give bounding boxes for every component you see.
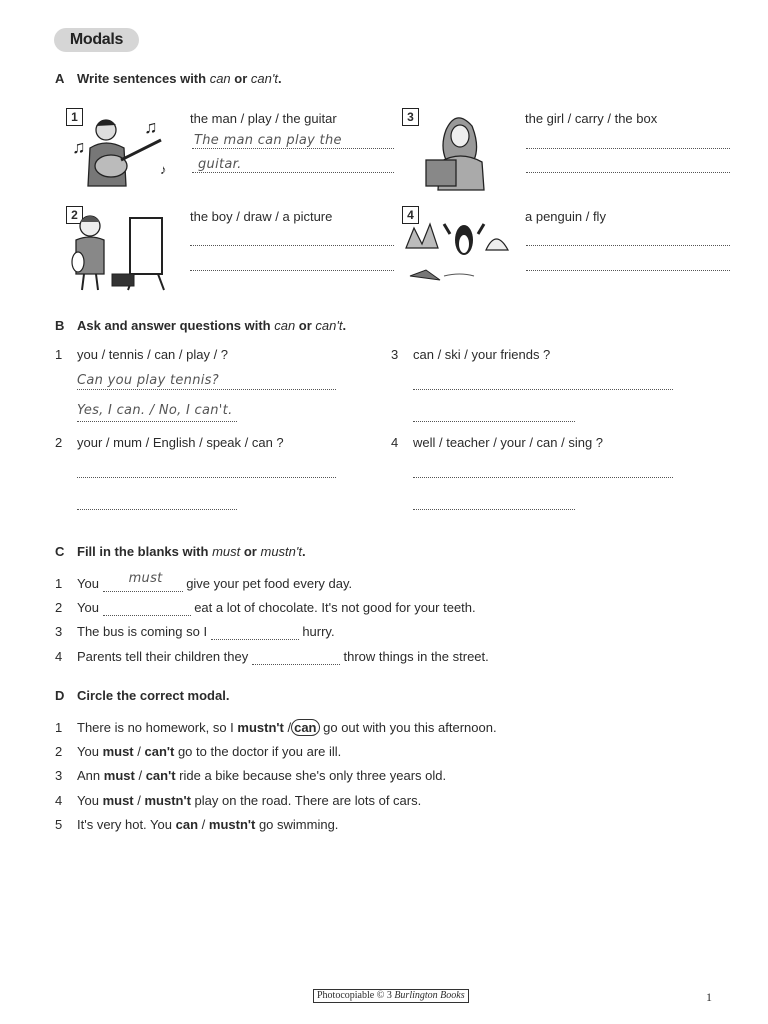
fill-blank[interactable] xyxy=(103,571,183,592)
answer-line xyxy=(526,172,730,173)
answer-line xyxy=(526,270,730,271)
sentence: You eat a lot of chocolate. It's not good for your teeth. xyxy=(77,600,476,615)
sentence: Parents tell their children they throw things in the street. xyxy=(77,649,489,664)
item-number: 4 xyxy=(55,793,63,808)
answer-text: must xyxy=(128,571,163,586)
section-a-title: Write sentences with can or can't. xyxy=(77,71,282,86)
item-number: 2 xyxy=(55,435,63,450)
answer-line xyxy=(413,509,575,510)
item-number: 4 xyxy=(55,649,63,664)
answer-text: Can you play tennis? xyxy=(77,373,219,388)
sentence: You must / can't go to the doctor if you are ill. xyxy=(77,744,342,759)
fill-blank[interactable] xyxy=(103,600,191,616)
item-number: 2 xyxy=(55,744,63,759)
option-1[interactable]: can xyxy=(175,817,199,832)
section-b-title: Ask and answer questions with can or can't. xyxy=(77,318,347,333)
section-d-letter: D xyxy=(55,688,65,703)
answer-line xyxy=(190,245,394,246)
section-c-letter: C xyxy=(55,544,65,559)
item-number: 3 xyxy=(55,768,63,783)
item-number-box: 4 xyxy=(402,206,419,224)
prompt-text: the girl / carry / the box xyxy=(525,111,658,126)
item-number-box: 1 xyxy=(66,108,83,126)
item-number-box: 2 xyxy=(66,206,83,224)
sentence: You must give your pet food every day. xyxy=(77,571,353,591)
option-1[interactable]: must xyxy=(102,744,134,759)
sentence: Ann must / can't ride a bike because she's only three years old. xyxy=(77,768,447,783)
answer-line xyxy=(77,389,336,390)
section-c-title: Fill in the blanks with must or mustn't. xyxy=(77,544,306,559)
svg-text:♪: ♪ xyxy=(160,162,167,177)
prompt-text: well / teacher / your / can / sing ? xyxy=(413,435,604,450)
fill-blank[interactable] xyxy=(252,649,340,665)
prompt-text: can / ski / your friends ? xyxy=(413,347,551,362)
option-1[interactable]: mustn't xyxy=(237,720,284,735)
photocopiable-notice: Photocopiable © 3 Burlington Books xyxy=(313,989,469,1003)
answer-line xyxy=(77,509,237,510)
answer-line xyxy=(77,421,237,422)
item-number: 2 xyxy=(55,600,63,615)
section-a-letter: A xyxy=(55,71,65,86)
item-number: 5 xyxy=(55,817,63,832)
answer-line xyxy=(192,148,394,149)
option-2[interactable]: mustn't xyxy=(208,817,256,832)
page-number: 1 xyxy=(706,990,712,1004)
section-b-letter: B xyxy=(55,318,65,333)
answer-line xyxy=(413,389,673,390)
prompt-text: the boy / draw / a picture xyxy=(190,209,333,224)
option-2[interactable]: mustn't xyxy=(144,793,191,808)
man-guitar-illustration xyxy=(66,108,176,194)
item-number: 1 xyxy=(55,347,63,362)
answer-text: Yes, I can. / No, I can't. xyxy=(77,403,233,418)
answer-line xyxy=(192,172,394,173)
penguin-illustration xyxy=(404,214,510,294)
item-number: 3 xyxy=(55,624,63,639)
answer-line xyxy=(190,270,394,271)
option-1[interactable]: must xyxy=(103,768,135,783)
option-2-circled[interactable]: can xyxy=(291,719,319,736)
option-2[interactable]: can't xyxy=(144,744,175,759)
sentence: There is no homework, so I mustn't / can go out with you this afternoon. xyxy=(77,720,497,735)
girl-box-illustration xyxy=(418,110,498,192)
option-1[interactable]: must xyxy=(102,793,134,808)
fill-blank[interactable] xyxy=(211,624,299,640)
answer-text: guitar. xyxy=(198,157,242,172)
prompt-text: your / mum / English / speak / can ? xyxy=(77,435,284,450)
answer-line xyxy=(526,245,730,246)
item-number: 1 xyxy=(55,576,63,591)
item-number-box: 3 xyxy=(402,108,419,126)
prompt-text: a penguin / fly xyxy=(525,209,606,224)
sentence: You must / mustn't play on the road. There are lots of cars. xyxy=(77,793,422,808)
svg-text:♫: ♫ xyxy=(144,117,158,137)
option-2[interactable]: can't xyxy=(145,768,176,783)
sentence: The bus is coming so I hurry. xyxy=(77,624,335,639)
svg-text:♫: ♫ xyxy=(72,137,86,157)
sentence: It's very hot. You can / mustn't go swimming. xyxy=(77,817,339,832)
answer-line xyxy=(413,421,575,422)
prompt-text: you / tennis / can / play / ? xyxy=(77,347,229,362)
boy-easel-illustration xyxy=(68,210,172,292)
page-title: Modals xyxy=(54,28,139,52)
answer-line xyxy=(77,477,336,478)
answer-text: The man can play the xyxy=(194,133,342,148)
prompt-text: the man / play / the guitar xyxy=(190,111,337,126)
answer-line xyxy=(413,477,673,478)
item-number: 3 xyxy=(391,347,399,362)
answer-line xyxy=(526,148,730,149)
section-d-title: Circle the correct modal. xyxy=(77,688,230,703)
item-number: 1 xyxy=(55,720,63,735)
item-number: 4 xyxy=(391,435,399,450)
